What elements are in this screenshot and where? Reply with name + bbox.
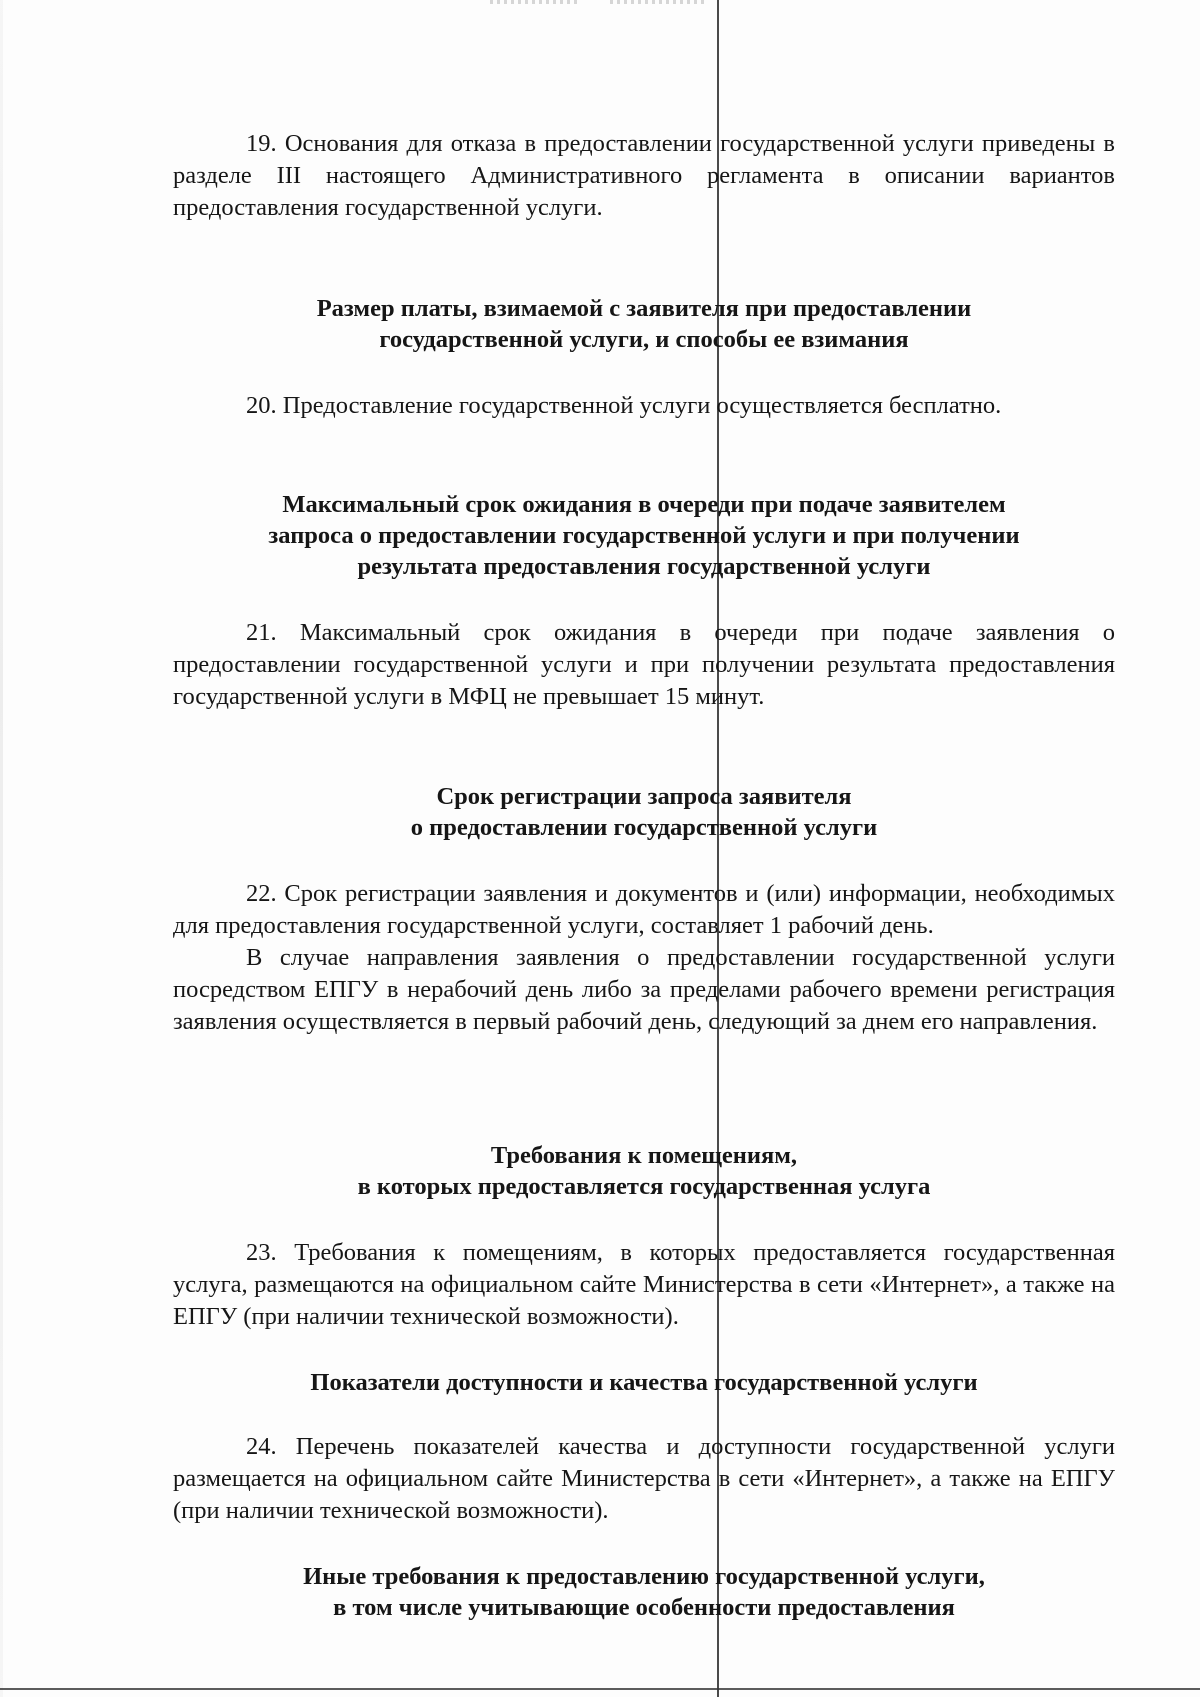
heading-line: о предоставлении государственной услуги <box>410 814 878 841</box>
heading-line: запроса о предоставлении государственной услуги и при получении <box>268 522 1020 549</box>
heading-line: результата предоставления государственной услуги <box>357 553 931 580</box>
section-heading-premises <box>173 1140 1115 1202</box>
paragraph-text: 21. Максимальный срок ожидания в очереди при подаче заявления о предоставлении государственной услуги и при получении результата предоставления государственной услуги в МФЦ не превышает 15 минут. <box>173 619 1115 710</box>
scan-smudge-artifact <box>490 0 580 4</box>
heading-line: государственной услуги, и способы ее взимания <box>379 326 909 353</box>
heading-line: Максимальный срок ожидания в очереди при подаче заявителем <box>282 491 1006 518</box>
section-heading-other <box>173 1561 1115 1623</box>
paragraph-22 <box>173 878 1115 1038</box>
heading-line: в том числе учитывающие особенности предоставления <box>333 1594 955 1621</box>
paragraph-21 <box>173 617 1115 713</box>
heading-line: в которых предоставляется государственная услуга <box>357 1173 931 1200</box>
paragraph-23 <box>173 1237 1115 1333</box>
paragraph-24 <box>173 1431 1115 1527</box>
heading-line: Размер платы, взимаемой с заявителя при предоставлении <box>316 295 972 322</box>
scan-smudge-artifact <box>610 0 705 4</box>
paragraph-20 <box>173 390 1115 422</box>
paragraph-text: В случае направления заявления о предоставлении государственной услуги посредством ЕПГУ в нерабочий день либо за пределами рабочего времени регистрация заявления осуществляется в первый рабочий день, следующий за днем его направления. <box>173 944 1115 1035</box>
scan-edge-artifact <box>0 0 3 1697</box>
heading-line: Иные требования к предоставлению государственной услуги, <box>303 1563 985 1590</box>
paragraph-text: 20. Предоставление государственной услуги осуществляется бесплатно. <box>246 392 1002 419</box>
heading-line: Срок регистрации запроса заявителя <box>436 783 852 810</box>
section-heading-indicators <box>173 1367 1115 1398</box>
section-heading-queue <box>173 489 1115 582</box>
paragraph-text: 23. Требования к помещениям, в которых предоставляется государственная услуга, размещаются на официальном сайте Министерства в сети «Интернет», а также на ЕПГУ (при наличии технической возможности). <box>173 1239 1115 1330</box>
section-heading-registration <box>173 781 1115 843</box>
heading-line: Показатели доступности и качества государственной услуги <box>310 1369 978 1396</box>
paragraph-19 <box>173 128 1115 224</box>
heading-line: Требования к помещениям, <box>490 1142 798 1169</box>
paragraph-text: 24. Перечень показателей качества и доступности государственной услуги размещается на официальном сайте Министерства в сети «Интернет», а также на ЕПГУ (при наличии технической возможности). <box>173 1433 1115 1524</box>
paragraph-text: 22. Срок регистрации заявления и документов и (или) информации, необходимых для предоставления государственной услуги, составляет 1 рабочий день. <box>173 880 1115 939</box>
scan-bottom-line-artifact <box>0 1688 1200 1690</box>
section-heading-fee <box>173 293 1115 355</box>
paragraph-text: 19. Основания для отказа в предоставлении государственной услуги приведены в разделе III настоящего Административного регламента в описании вариантов предоставления государственной услуги. <box>173 130 1115 221</box>
